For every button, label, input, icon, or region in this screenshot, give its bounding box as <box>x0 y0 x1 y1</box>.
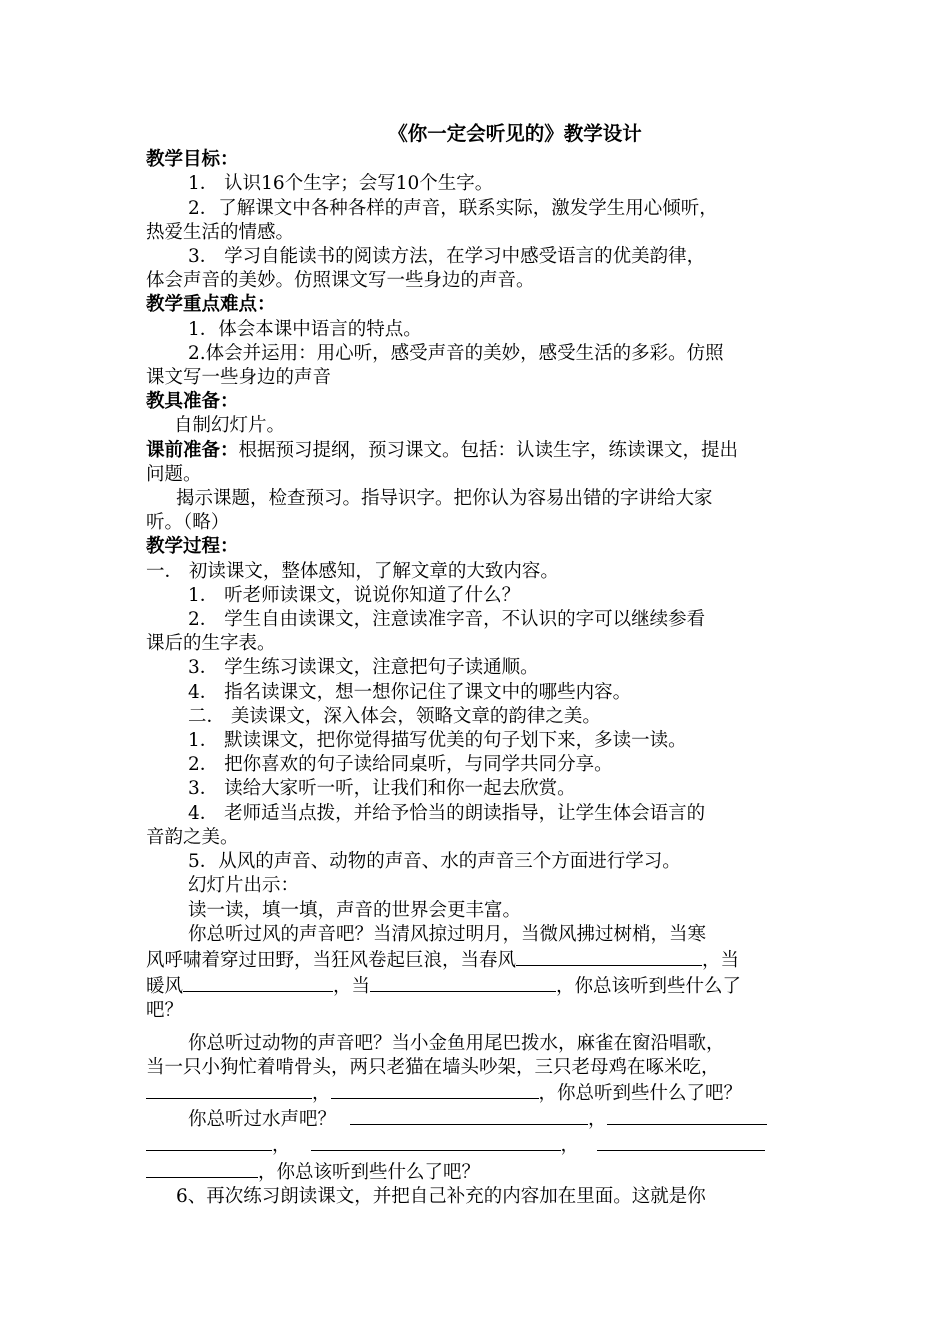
animal-line-1: 你总听过动物的声音吧？当小金鱼用尾巴拨水，麻雀在窗沿唱歌， <box>188 1032 725 1054</box>
text-line: 二． 美读课文，深入体会，领略文章的韵律之美。 <box>188 705 601 727</box>
text-line: 3． 学生练习读课文，注意把句子读通顺。 <box>188 657 539 679</box>
wind-text-5: ，你总该听到些什么了 <box>556 976 742 998</box>
text-line: 热爱生活的情感。 <box>146 221 295 243</box>
animal-text-1: ， <box>312 1082 331 1104</box>
text-line: 一． 初读课文，整体感知，了解文章的大致内容。 <box>146 560 559 582</box>
text-inline: 根据预习提纲，预习课文。包括：认读生字，练读课文，提出 <box>238 439 739 461</box>
water-text-3: ， <box>272 1135 291 1157</box>
text-line: 课后的生字表。 <box>146 633 276 655</box>
text-line: 幻灯片出示： <box>188 875 300 897</box>
water-blank-2[interactable] <box>607 1106 767 1125</box>
water-text-5: ，你总该听到些什么了吧？ <box>258 1161 481 1183</box>
wind-blank-3[interactable] <box>370 973 556 992</box>
page-title: 《你一定会听见的》教学设计 <box>388 122 642 145</box>
text-line: 3． 学习自能读书的阅读方法，在学习中感受语言的优美韵律， <box>188 246 706 268</box>
section-heading-inline: 课前准备： <box>146 439 239 461</box>
text-line: 1．体会本课中语言的特点。 <box>188 318 422 340</box>
section-heading: 教学重点难点： <box>146 294 276 316</box>
last-line: 6、再次练习朗读课文，并把自己补充的内容加在里面。这就是你 <box>176 1185 706 1207</box>
water-text-4: ， <box>560 1135 580 1157</box>
text-line: 5．从风的声音、动物的声音、水的声音三个方面进行学习。 <box>188 851 681 873</box>
text-line: 2．了解课文中各种各样的声音，联系实际，激发学生用心倾听， <box>188 197 718 219</box>
text-line: 自制幻灯片。 <box>174 415 286 437</box>
water-blank-5[interactable] <box>597 1132 765 1151</box>
wind-line-2 <box>146 973 814 999</box>
text-line <box>146 439 814 463</box>
section-heading: 教学过程： <box>146 536 239 558</box>
text-line: 体会声音的美妙。仿照课文写一些身边的声音。 <box>146 270 535 292</box>
document-page <box>146 122 814 1209</box>
text-line: 1． 默读课文，把你觉得描写优美的句子划下来，多读一读。 <box>188 730 687 752</box>
water-blank-3[interactable] <box>146 1132 272 1151</box>
animal-blank-2[interactable] <box>331 1080 539 1099</box>
spacer <box>146 1024 814 1032</box>
text-line: 3． 读给大家听一听，让我们和你一起去欣赏。 <box>188 778 576 800</box>
wind-blank-2[interactable] <box>183 973 333 992</box>
text-line: 4． 指名读课文，想一想你记住了课文中的哪些内容。 <box>188 681 632 703</box>
text-line: 听。（略） <box>146 512 230 534</box>
wind-line-3: 吧？ <box>146 1000 184 1022</box>
water-text-2: ， <box>588 1109 607 1131</box>
wind-text-3: 暖风 <box>146 976 184 998</box>
text-line: 你总听过风的声音吧？当清风掠过明月，当微风拂过树梢，当寒 <box>188 923 707 945</box>
section-heading: 教具准备： <box>146 391 239 413</box>
water-blank-6[interactable] <box>146 1159 258 1178</box>
animal-line-3 <box>146 1080 814 1106</box>
text-line: 1． 听老师读课文，说说你知道了什么？ <box>188 584 521 606</box>
section-heading: 教学目标： <box>146 149 239 171</box>
water-blank-1[interactable] <box>350 1106 588 1125</box>
animal-text-2: ，你总听到些什么了吧？ <box>538 1082 743 1104</box>
text-line: 2.体会并运用：用心听，感受声音的美妙，感受生活的多彩。仿照 <box>188 342 724 364</box>
text-line: 2． 学生自由读课文，注意读准字音，不认识的字可以继续参看 <box>188 609 706 631</box>
document-body <box>146 148 814 947</box>
text-line: 问题。 <box>146 463 202 485</box>
animal-line-2: 当一只小狗忙着啃骨头，两只老猫在墙头吵架，三只老母鸡在啄米吃， <box>146 1056 720 1078</box>
wind-text-4: ，当 <box>333 976 371 998</box>
wind-text-1: 风呼啸着穿过田野，当狂风卷起巨浪，当春风 <box>146 949 517 971</box>
wind-line-1 <box>146 947 814 973</box>
text-line: 1． 认识16个生字；会写10个生字。 <box>188 173 494 195</box>
wind-blank-1[interactable] <box>516 947 702 966</box>
water-blank-4[interactable] <box>311 1132 561 1151</box>
water-line-3 <box>146 1159 814 1185</box>
water-line-1 <box>146 1106 814 1132</box>
water-text-1: 你总听过水声吧？ <box>188 1109 337 1131</box>
text-line: 2． 把你喜欢的句子读给同桌听，与同学共同分享。 <box>188 754 613 776</box>
text-line: 音韵之美。 <box>146 826 239 848</box>
animal-blank-1[interactable] <box>146 1080 312 1099</box>
text-line: 读一读，填一填，声音的世界会更丰富。 <box>188 899 522 921</box>
wind-text-2: ，当 <box>702 949 740 971</box>
text-line: 课文写一些身边的声音 <box>146 367 332 389</box>
text-line: 4． 老师适当点拨，并给予恰当的朗读指导，让学生体会语言的 <box>188 802 706 824</box>
text-line: 揭示课题，检查预习。指导识字。把你认为容易出错的字讲给大家 <box>176 488 713 510</box>
water-line-2 <box>146 1132 814 1158</box>
